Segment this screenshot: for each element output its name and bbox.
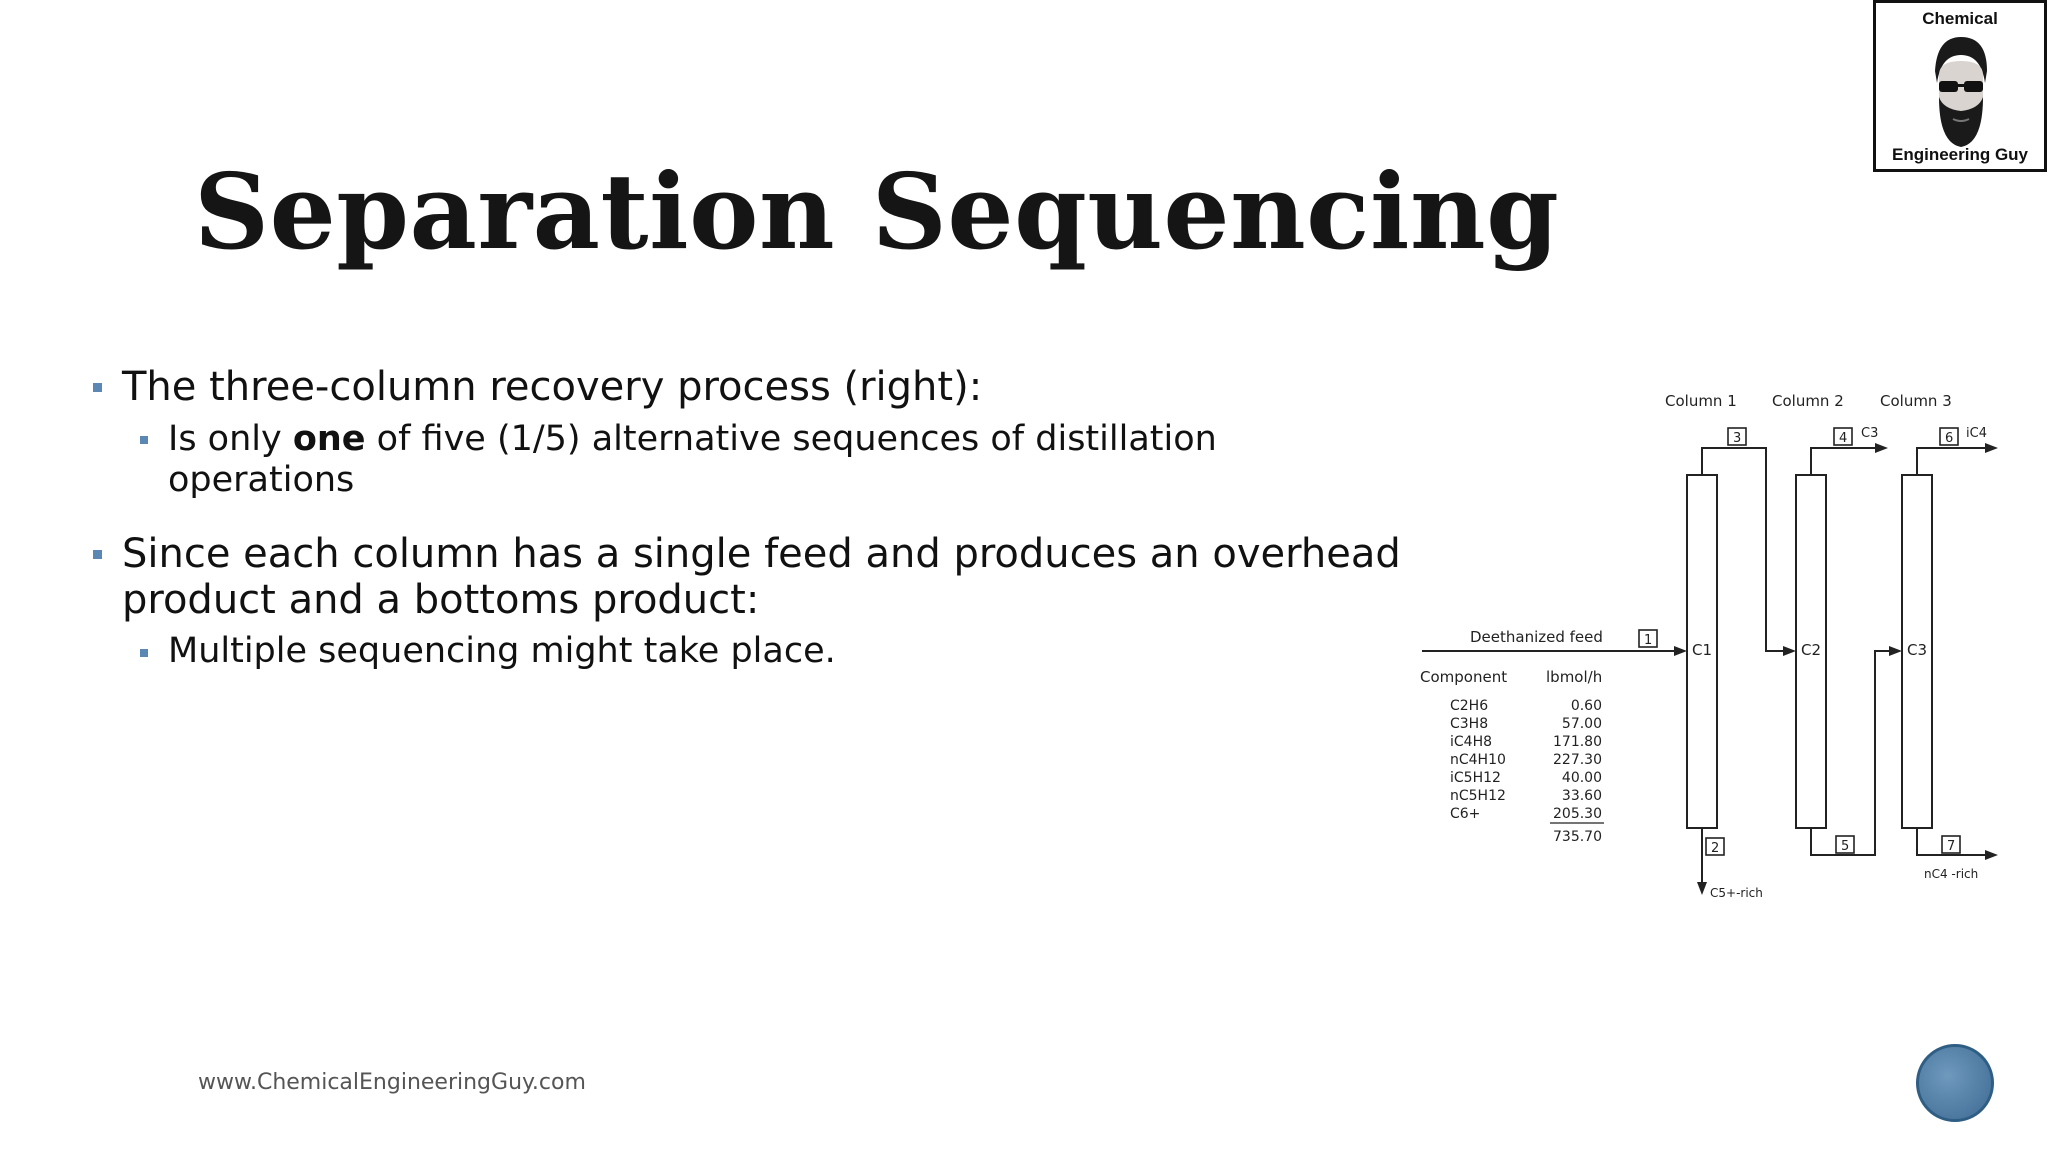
logo-top-text: Chemical [1922,9,1998,28]
component-flow: 57.00 [1561,716,1602,732]
total-flow: 735.70 [1553,829,1602,845]
bullet-1-sub-1-line-1 [168,418,1217,460]
column-1-label: C1 [1692,641,1713,659]
product-s7: nC4 -rich [1924,867,1979,881]
table-header-component: Component [1420,668,1508,686]
bullet-2-line-1: Since each column has a single feed and produces an overhead [122,531,1401,577]
stream-7: 7 [1947,839,1956,854]
component-flow: 40.00 [1561,770,1602,786]
component-flow: 0.60 [1570,698,1602,714]
column-2-header: Column 2 [1772,392,1844,410]
logo-bottom-text: Engineering Guy [1891,145,2029,164]
component-name: iC5H12 [1450,770,1501,786]
column-3-header: Column 3 [1880,392,1952,410]
component-flow: 171.80 [1553,734,1602,750]
component-flow: 205.30 [1553,806,1602,822]
bullet-1-sub-1-line-2: operations [168,460,355,500]
bullet-marker [93,383,102,392]
product-s4: C3 [1861,426,1879,441]
component-flows [1553,698,1602,822]
column-3-label: C3 [1907,641,1928,659]
component-name: C2H6 [1450,698,1489,714]
component-name: C6+ [1450,806,1481,822]
stream-6: 6 [1945,431,1954,446]
column-1-header: Column 1 [1665,392,1737,410]
component-flow: 33.60 [1561,788,1602,804]
component-name: iC4H8 [1450,734,1493,750]
slide-title: Separation Sequencing [194,150,1560,273]
product-s2: C5+-rich [1710,886,1763,900]
component-flow: 227.30 [1553,752,1602,768]
component-names [1450,698,1506,822]
component-name: C3H8 [1450,716,1489,732]
sub-bullet-marker [140,436,148,444]
stream-3: 3 [1733,431,1742,446]
column-2-label: C2 [1801,641,1822,659]
bullet-marker [93,550,102,559]
bullet-2-sub-1: Multiple sequencing might take place. [168,631,836,671]
stream-1: 1 [1644,633,1653,648]
component-name: nC5H12 [1450,788,1506,804]
bullet-1-text: The three-column recovery process (right): [122,364,983,410]
sub-1-pre: Is only [168,419,293,459]
stream-4: 4 [1839,431,1848,446]
stream-5: 5 [1841,839,1850,854]
bullet-2-line-2: product and a bottoms product: [122,577,760,623]
feed-label: Deethanized feed [1470,628,1603,646]
globe-icon[interactable] [1916,1044,1994,1122]
process-flow-diagram [1410,380,2010,905]
product-s6: iC4 [1966,426,1987,441]
table-header-flow: lbmol/h [1546,668,1603,686]
sub-1-bold: one [292,419,366,459]
sub-1-post: of five (1/5) alternative sequences of distillation [365,419,1217,459]
component-name: nC4H10 [1450,752,1506,768]
brand-logo [1873,0,2047,172]
footer-website-link[interactable]: www.ChemicalEngineeringGuy.com [198,1070,586,1095]
stream-2: 2 [1711,841,1720,856]
bearded-man-sunglasses-icon [1921,31,2001,151]
sub-bullet-marker [140,649,148,657]
